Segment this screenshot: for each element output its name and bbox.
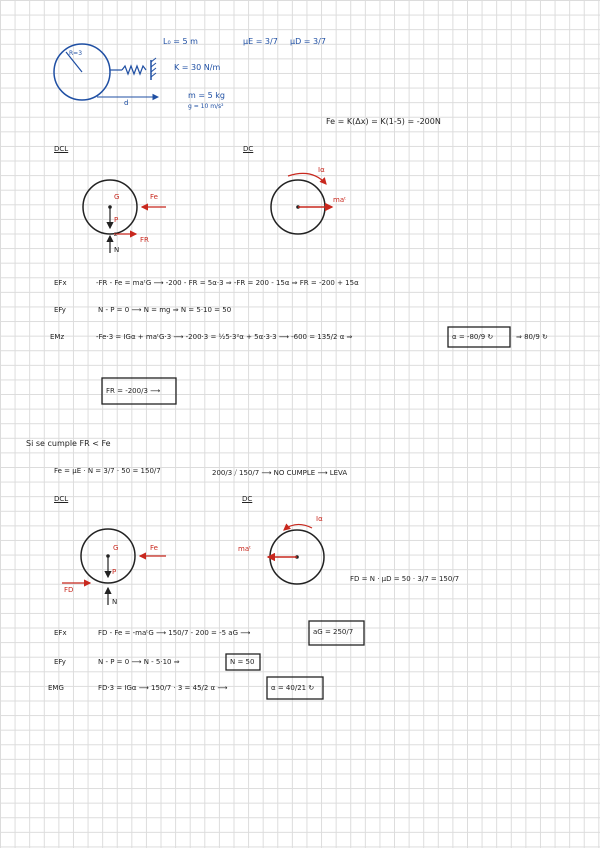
dc1-mat-label: maᵗ: [333, 196, 347, 204]
dcl2-fe-label: Fe: [150, 544, 158, 552]
dc1-alpha-arc: [288, 173, 326, 184]
case2-dc-diagram: [268, 524, 324, 584]
case1-alpha-tail: ⇒ 80/9 ↻: [516, 333, 548, 341]
condition-fe-eq: Fe = μE · N = 3/7 · 50 = 150/7: [54, 467, 161, 475]
case1-efy-eq: N - P = 0 ⟶ N = mg ⇒ N = 5·10 = 50: [98, 306, 232, 314]
case1-emz-label: EMz: [50, 333, 65, 341]
radius-label: R=3: [69, 50, 83, 57]
dcl2-fd-label: FD: [64, 586, 74, 594]
dc2-alpha-label: Iα: [316, 515, 323, 523]
case1-emz-eq: -Fe·3 = IGα + maᵗG·3 ⟶ -200·3 = ½5·3²α + 5α·3·3 ⟶ -600 = 135/2 α ⇒: [96, 333, 353, 341]
condition-compare: 200/3 ⧸ 150/7 ⟶ NO CUMPLE ⟶ LEVA: [212, 469, 348, 477]
case1-dc-title: DC: [243, 145, 254, 153]
case2-dcl-title: DCL: [54, 495, 69, 503]
spring-force-eq: Fe = K(Δx) = K(1-5) = -200N: [326, 117, 441, 126]
case1-alpha-result: α = -80/9 ↻: [452, 333, 494, 341]
case2-efy-label: EFy: [54, 658, 66, 666]
dcl1-n-label: N: [114, 246, 120, 254]
dcl1-fr-label: FR: [140, 236, 149, 244]
spring: [122, 66, 146, 74]
case2-efx-eq: FD - Fe = -maᵗG ⟶ 150/7 - 200 = -5 aG ⟶: [98, 629, 251, 637]
dcl1-z-label: z: [114, 231, 118, 238]
case1-efy-label: EFy: [54, 306, 66, 314]
mu-d-label: μD = 3/7: [290, 37, 326, 46]
case1-dc-diagram: [271, 173, 332, 234]
case1-fr-result: FR = -200/3 ⟶: [106, 387, 161, 395]
dcl2-p-label: P: [112, 568, 117, 576]
d-label: d: [124, 99, 129, 107]
l0-label: L₀ = 5 m: [163, 37, 198, 46]
dcl2-n-label: N: [112, 598, 118, 606]
dcl1-p-label: P: [114, 216, 119, 224]
dc1-alpha-label: Iα: [318, 166, 325, 174]
case2-alpha-result: α = 40/21 ↻: [271, 684, 315, 692]
k-label: K = 30 N/m: [174, 63, 221, 72]
case2-emg-label: EMG: [48, 684, 64, 692]
case2-efx-label: EFx: [54, 629, 67, 637]
case1-dcl-diagram: [83, 180, 166, 253]
mu-e-label: μE = 3/7: [243, 37, 278, 46]
case1-efx-eq: -FR - Fe = maᵗG ⟶ -200 - FR = 5α·3 ⇒ -FR = 200 - 15α ⇒ FR = -200 + 15α: [96, 279, 359, 287]
case2-n-result: N = 50: [230, 658, 255, 666]
case2-fd-eq: FD = N · μD = 50 · 3/7 = 150/7: [350, 575, 460, 583]
dcl1-g-label: G: [114, 193, 120, 201]
case2-dcl-diagram: [62, 529, 166, 605]
mass-label: m = 5 kg: [188, 91, 225, 100]
dcl2-g-label: G: [113, 544, 119, 552]
gravity-label: g = 10 m/s²: [188, 103, 224, 110]
dc2-mat-label: maᵗ: [238, 545, 252, 553]
case2-emg-eq: FD·3 = IGα ⟶ 150/7 · 3 = 45/2 α ⟶: [98, 684, 228, 692]
case2-ag-result: aG = 250/7: [313, 628, 354, 636]
case1-efx-label: EFx: [54, 279, 67, 287]
case1-dcl-title: DCL: [54, 145, 69, 153]
dc2-alpha-arc: [284, 524, 312, 530]
case2-efy-eq: N - P = 0 ⟶ N - 5·10 ⇒: [98, 658, 180, 666]
case2-dc-title: DC: [242, 495, 253, 503]
condition-text: Si se cumple FR < Fe: [26, 439, 111, 448]
dcl1-fe-label: Fe: [150, 193, 158, 201]
